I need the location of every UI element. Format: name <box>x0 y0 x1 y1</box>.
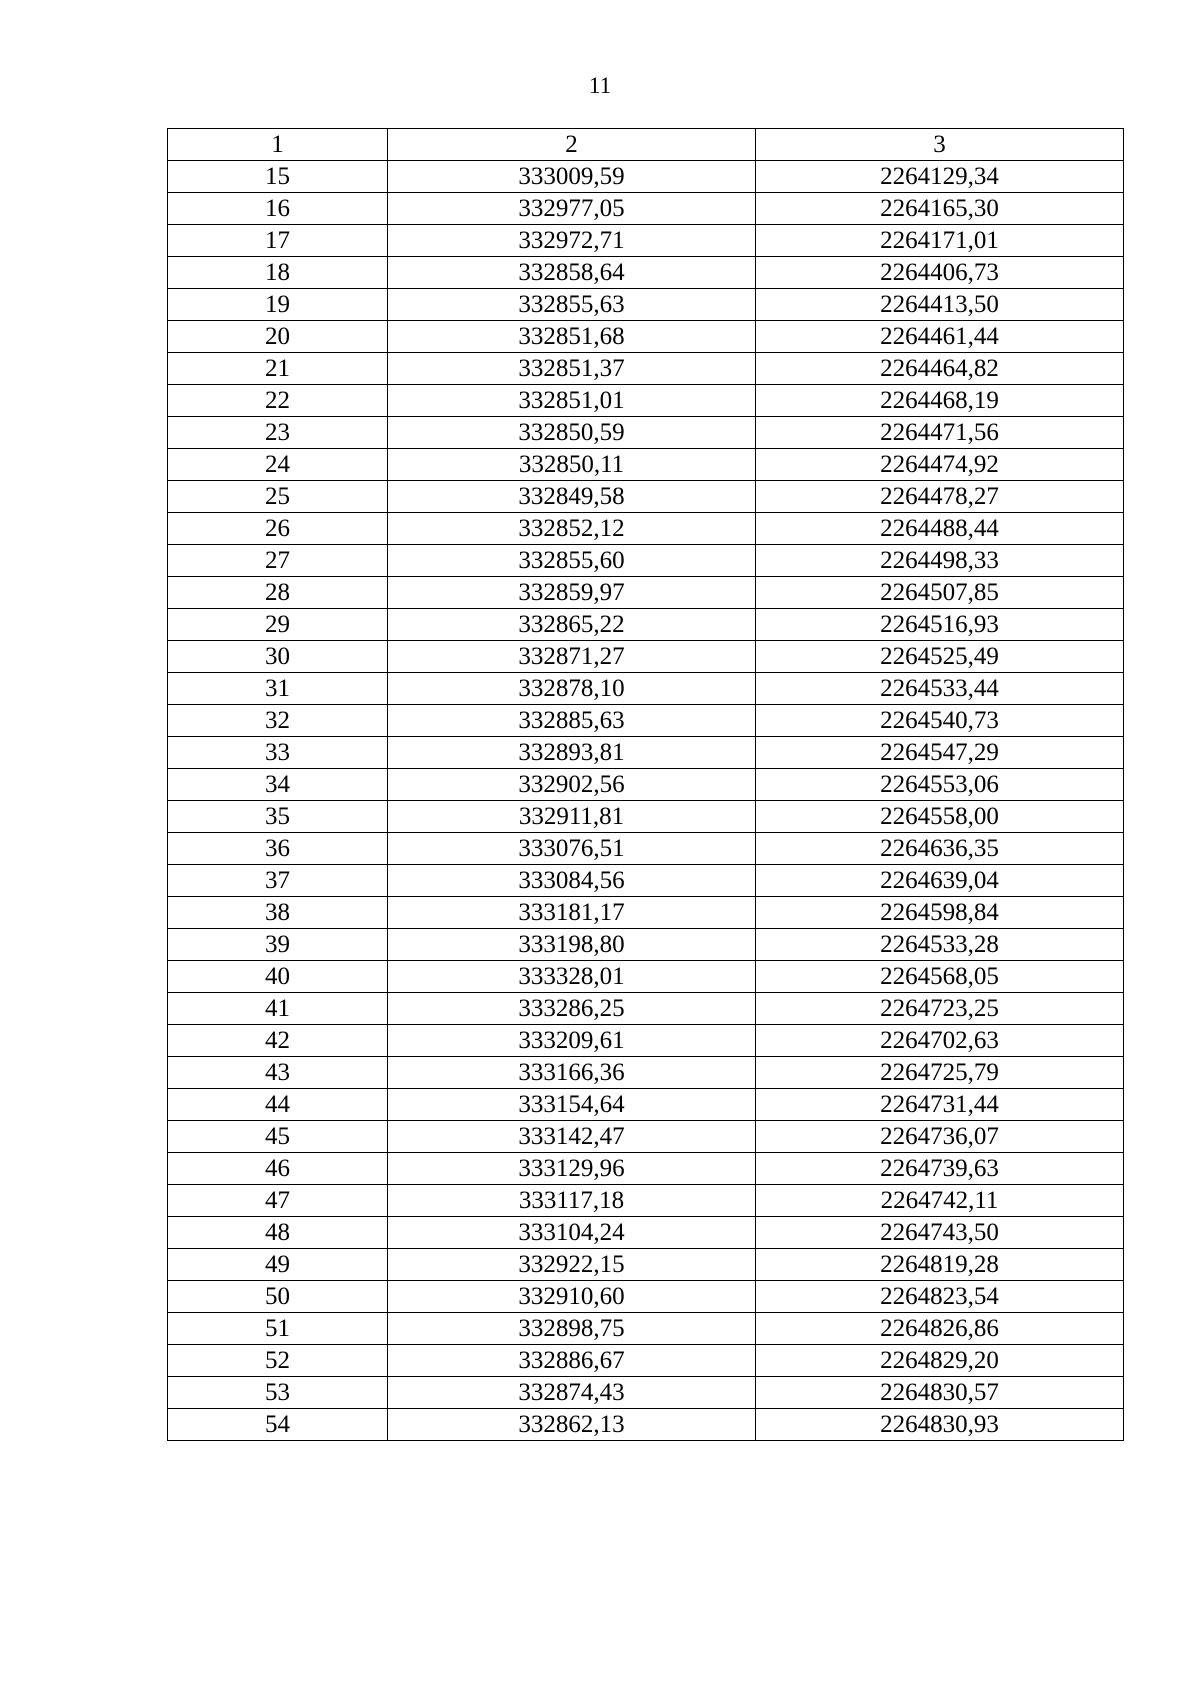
x-coordinate-cell: 332851,68 <box>388 321 756 353</box>
x-coordinate-cell: 332898,75 <box>388 1313 756 1345</box>
y-coordinate-cell: 2264568,05 <box>756 961 1124 993</box>
y-coordinate-cell: 2264742,11 <box>756 1185 1124 1217</box>
header-cell-1: 1 <box>168 129 388 161</box>
y-coordinate-cell: 2264819,28 <box>756 1249 1124 1281</box>
x-coordinate-cell: 333181,17 <box>388 897 756 929</box>
table-row <box>168 577 1124 609</box>
table-row <box>168 225 1124 257</box>
y-coordinate-cell: 2264553,06 <box>756 769 1124 801</box>
table-row <box>168 513 1124 545</box>
point-number-cell: 23 <box>168 417 388 449</box>
x-coordinate-cell: 333286,25 <box>388 993 756 1025</box>
table-row <box>168 1121 1124 1153</box>
table-row <box>168 481 1124 513</box>
point-number-cell: 34 <box>168 769 388 801</box>
y-coordinate-cell: 2264540,73 <box>756 705 1124 737</box>
x-coordinate-cell: 333084,56 <box>388 865 756 897</box>
table-row <box>168 1153 1124 1185</box>
y-coordinate-cell: 2264525,49 <box>756 641 1124 673</box>
x-coordinate-cell: 333328,01 <box>388 961 756 993</box>
table-row <box>168 545 1124 577</box>
x-coordinate-cell: 333117,18 <box>388 1185 756 1217</box>
table-row <box>168 641 1124 673</box>
x-coordinate-cell: 333166,36 <box>388 1057 756 1089</box>
x-coordinate-cell: 332850,11 <box>388 449 756 481</box>
header-row <box>168 129 1124 161</box>
x-coordinate-cell: 333209,61 <box>388 1025 756 1057</box>
point-number-cell: 35 <box>168 801 388 833</box>
point-number-cell: 28 <box>168 577 388 609</box>
y-coordinate-cell: 2264413,50 <box>756 289 1124 321</box>
point-number-cell: 33 <box>168 737 388 769</box>
table-row <box>168 833 1124 865</box>
point-number-cell: 52 <box>168 1345 388 1377</box>
point-number-cell: 15 <box>168 161 388 193</box>
point-number-cell: 42 <box>168 1025 388 1057</box>
point-number-cell: 32 <box>168 705 388 737</box>
x-coordinate-cell: 333142,47 <box>388 1121 756 1153</box>
x-coordinate-cell: 332886,67 <box>388 1345 756 1377</box>
point-number-cell: 16 <box>168 193 388 225</box>
table-row <box>168 161 1124 193</box>
table-row <box>168 1057 1124 1089</box>
page-number: 11 <box>588 73 612 98</box>
table-row <box>168 737 1124 769</box>
table-header <box>168 129 1124 161</box>
point-number-cell: 43 <box>168 1057 388 1089</box>
y-coordinate-cell: 2264739,63 <box>756 1153 1124 1185</box>
x-coordinate-cell: 333154,64 <box>388 1089 756 1121</box>
y-coordinate-cell: 2264723,25 <box>756 993 1124 1025</box>
x-coordinate-cell: 332859,97 <box>388 577 756 609</box>
point-number-cell: 39 <box>168 929 388 961</box>
table-row <box>168 321 1124 353</box>
x-coordinate-cell: 333076,51 <box>388 833 756 865</box>
point-number-cell: 48 <box>168 1217 388 1249</box>
y-coordinate-cell: 2264725,79 <box>756 1057 1124 1089</box>
table-row <box>168 993 1124 1025</box>
table-row <box>168 929 1124 961</box>
point-number-cell: 17 <box>168 225 388 257</box>
point-number-cell: 53 <box>168 1377 388 1409</box>
table-row <box>168 1313 1124 1345</box>
table-row <box>168 1281 1124 1313</box>
x-coordinate-cell: 332852,12 <box>388 513 756 545</box>
y-coordinate-cell: 2264743,50 <box>756 1217 1124 1249</box>
table-row <box>168 961 1124 993</box>
y-coordinate-cell: 2264165,30 <box>756 193 1124 225</box>
point-number-cell: 54 <box>168 1409 388 1441</box>
y-coordinate-cell: 2264488,44 <box>756 513 1124 545</box>
point-number-cell: 20 <box>168 321 388 353</box>
y-coordinate-cell: 2264129,34 <box>756 161 1124 193</box>
header-cell-2: 2 <box>388 129 756 161</box>
table-row <box>168 673 1124 705</box>
x-coordinate-cell: 332972,71 <box>388 225 756 257</box>
table-row <box>168 193 1124 225</box>
y-coordinate-cell: 2264547,29 <box>756 737 1124 769</box>
x-coordinate-cell: 332910,60 <box>388 1281 756 1313</box>
table-row <box>168 1409 1124 1441</box>
point-number-cell: 46 <box>168 1153 388 1185</box>
x-coordinate-cell: 332911,81 <box>388 801 756 833</box>
point-number-cell: 50 <box>168 1281 388 1313</box>
point-number-cell: 40 <box>168 961 388 993</box>
point-number-cell: 41 <box>168 993 388 1025</box>
point-number-cell: 31 <box>168 673 388 705</box>
y-coordinate-cell: 2264461,44 <box>756 321 1124 353</box>
coordinates-table <box>167 128 1124 1441</box>
table-row <box>168 449 1124 481</box>
point-number-cell: 37 <box>168 865 388 897</box>
table-row <box>168 1185 1124 1217</box>
point-number-cell: 21 <box>168 353 388 385</box>
table-row <box>168 417 1124 449</box>
point-number-cell: 45 <box>168 1121 388 1153</box>
y-coordinate-cell: 2264533,28 <box>756 929 1124 961</box>
point-number-cell: 38 <box>168 897 388 929</box>
y-coordinate-cell: 2264636,35 <box>756 833 1124 865</box>
point-number-cell: 49 <box>168 1249 388 1281</box>
x-coordinate-cell: 333009,59 <box>388 161 756 193</box>
y-coordinate-cell: 2264468,19 <box>756 385 1124 417</box>
x-coordinate-cell: 332871,27 <box>388 641 756 673</box>
header-cell-3: 3 <box>756 129 1124 161</box>
table-row <box>168 865 1124 897</box>
x-coordinate-cell: 332858,64 <box>388 257 756 289</box>
point-number-cell: 44 <box>168 1089 388 1121</box>
x-coordinate-cell: 332977,05 <box>388 193 756 225</box>
table-row <box>168 385 1124 417</box>
table-row <box>168 353 1124 385</box>
point-number-cell: 30 <box>168 641 388 673</box>
x-coordinate-cell: 332922,15 <box>388 1249 756 1281</box>
y-coordinate-cell: 2264471,56 <box>756 417 1124 449</box>
x-coordinate-cell: 332885,63 <box>388 705 756 737</box>
x-coordinate-cell: 332851,01 <box>388 385 756 417</box>
point-number-cell: 51 <box>168 1313 388 1345</box>
x-coordinate-cell: 332893,81 <box>388 737 756 769</box>
y-coordinate-cell: 2264478,27 <box>756 481 1124 513</box>
x-coordinate-cell: 333104,24 <box>388 1217 756 1249</box>
x-coordinate-cell: 332851,37 <box>388 353 756 385</box>
point-number-cell: 26 <box>168 513 388 545</box>
x-coordinate-cell: 332855,60 <box>388 545 756 577</box>
table-row <box>168 1025 1124 1057</box>
table-row <box>168 801 1124 833</box>
y-coordinate-cell: 2264464,82 <box>756 353 1124 385</box>
x-coordinate-cell: 332865,22 <box>388 609 756 641</box>
point-number-cell: 47 <box>168 1185 388 1217</box>
table-body <box>168 161 1124 1441</box>
y-coordinate-cell: 2264639,04 <box>756 865 1124 897</box>
y-coordinate-cell: 2264826,86 <box>756 1313 1124 1345</box>
table-row <box>168 1377 1124 1409</box>
point-number-cell: 36 <box>168 833 388 865</box>
point-number-cell: 22 <box>168 385 388 417</box>
x-coordinate-cell: 333198,80 <box>388 929 756 961</box>
point-number-cell: 24 <box>168 449 388 481</box>
table-row <box>168 1089 1124 1121</box>
x-coordinate-cell: 332902,56 <box>388 769 756 801</box>
y-coordinate-cell: 2264474,92 <box>756 449 1124 481</box>
y-coordinate-cell: 2264171,01 <box>756 225 1124 257</box>
y-coordinate-cell: 2264533,44 <box>756 673 1124 705</box>
y-coordinate-cell: 2264736,07 <box>756 1121 1124 1153</box>
table-row <box>168 257 1124 289</box>
x-coordinate-cell: 332850,59 <box>388 417 756 449</box>
table-row <box>168 897 1124 929</box>
x-coordinate-cell: 332862,13 <box>388 1409 756 1441</box>
table-row <box>168 1345 1124 1377</box>
y-coordinate-cell: 2264507,85 <box>756 577 1124 609</box>
y-coordinate-cell: 2264558,00 <box>756 801 1124 833</box>
y-coordinate-cell: 2264406,73 <box>756 257 1124 289</box>
y-coordinate-cell: 2264516,93 <box>756 609 1124 641</box>
point-number-cell: 29 <box>168 609 388 641</box>
y-coordinate-cell: 2264731,44 <box>756 1089 1124 1121</box>
table-row <box>168 609 1124 641</box>
y-coordinate-cell: 2264829,20 <box>756 1345 1124 1377</box>
table-row <box>168 1249 1124 1281</box>
point-number-cell: 18 <box>168 257 388 289</box>
x-coordinate-cell: 332849,58 <box>388 481 756 513</box>
point-number-cell: 25 <box>168 481 388 513</box>
y-coordinate-cell: 2264823,54 <box>756 1281 1124 1313</box>
x-coordinate-cell: 333129,96 <box>388 1153 756 1185</box>
y-coordinate-cell: 2264498,33 <box>756 545 1124 577</box>
point-number-cell: 27 <box>168 545 388 577</box>
table-row <box>168 705 1124 737</box>
x-coordinate-cell: 332855,63 <box>388 289 756 321</box>
x-coordinate-cell: 332878,10 <box>388 673 756 705</box>
y-coordinate-cell: 2264830,93 <box>756 1409 1124 1441</box>
table-row <box>168 769 1124 801</box>
y-coordinate-cell: 2264702,63 <box>756 1025 1124 1057</box>
point-number-cell: 19 <box>168 289 388 321</box>
x-coordinate-cell: 332874,43 <box>388 1377 756 1409</box>
y-coordinate-cell: 2264598,84 <box>756 897 1124 929</box>
table-row <box>168 289 1124 321</box>
table-row <box>168 1217 1124 1249</box>
y-coordinate-cell: 2264830,57 <box>756 1377 1124 1409</box>
